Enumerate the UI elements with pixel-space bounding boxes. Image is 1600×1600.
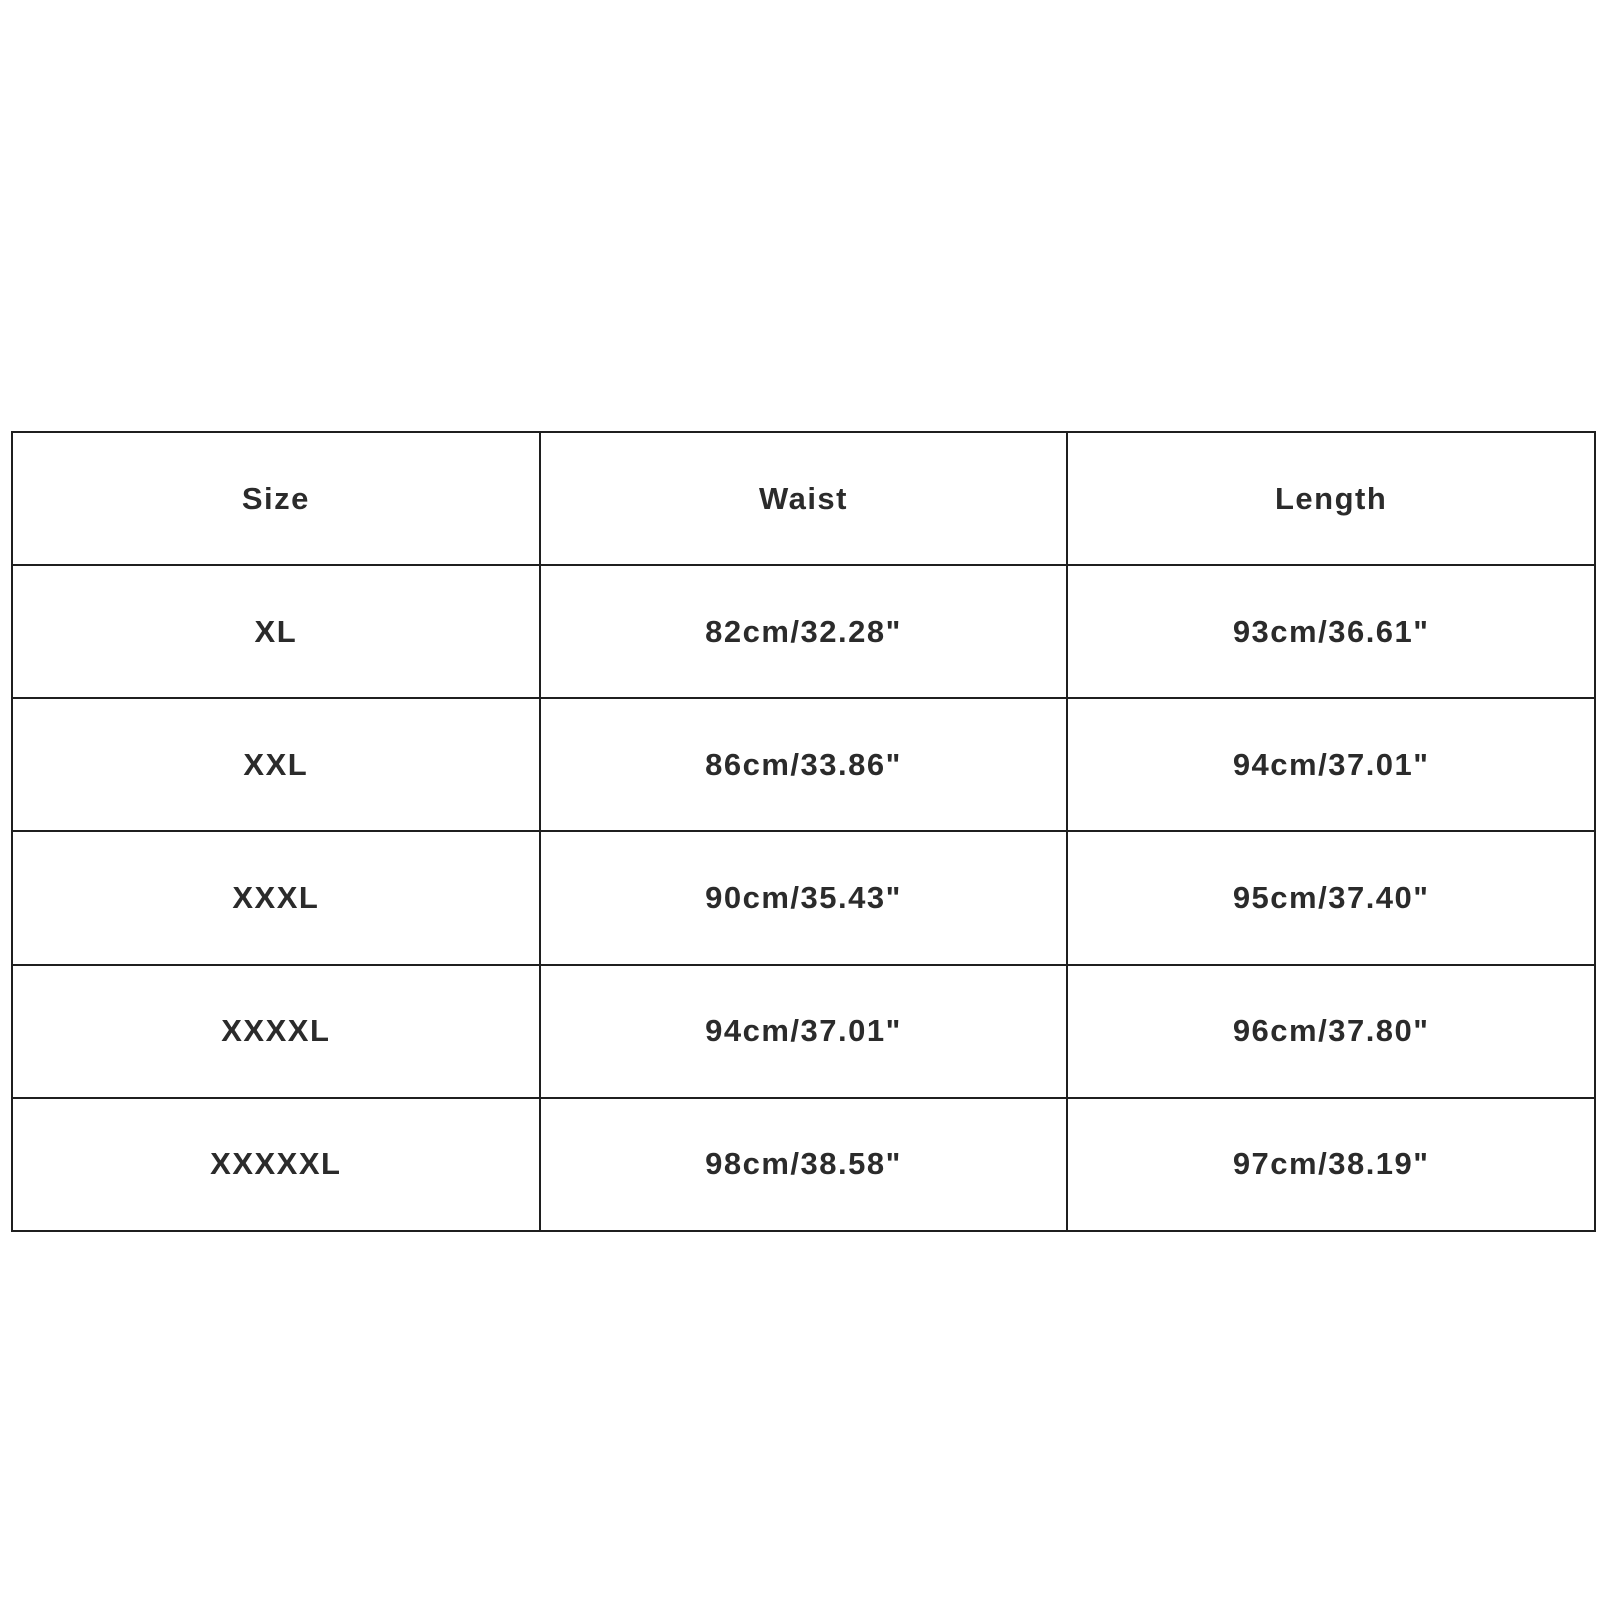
table-row bbox=[12, 1098, 1595, 1231]
cell-size: XXXXL bbox=[12, 965, 540, 1098]
table-row bbox=[12, 965, 1595, 1098]
cell-length: 95cm/37.40" bbox=[1067, 831, 1595, 964]
table-row bbox=[12, 831, 1595, 964]
cell-length: 97cm/38.19" bbox=[1067, 1098, 1595, 1231]
cell-waist: 94cm/37.01" bbox=[540, 965, 1068, 1098]
table-row bbox=[12, 565, 1595, 698]
cell-size: XL bbox=[12, 565, 540, 698]
cell-length: 93cm/36.61" bbox=[1067, 565, 1595, 698]
cell-size: XXL bbox=[12, 698, 540, 831]
table-row bbox=[12, 698, 1595, 831]
cell-waist: 82cm/32.28" bbox=[540, 565, 1068, 698]
header-length: Length bbox=[1067, 432, 1595, 565]
cell-length: 96cm/37.80" bbox=[1067, 965, 1595, 1098]
header-size: Size bbox=[12, 432, 540, 565]
cell-waist: 86cm/33.86" bbox=[540, 698, 1068, 831]
cell-waist: 90cm/35.43" bbox=[540, 831, 1068, 964]
size-chart-table bbox=[11, 431, 1596, 1232]
cell-size: XXXXXL bbox=[12, 1098, 540, 1231]
header-row bbox=[12, 432, 1595, 565]
cell-size: XXXL bbox=[12, 831, 540, 964]
cell-length: 94cm/37.01" bbox=[1067, 698, 1595, 831]
cell-waist: 98cm/38.58" bbox=[540, 1098, 1068, 1231]
header-waist: Waist bbox=[540, 432, 1068, 565]
